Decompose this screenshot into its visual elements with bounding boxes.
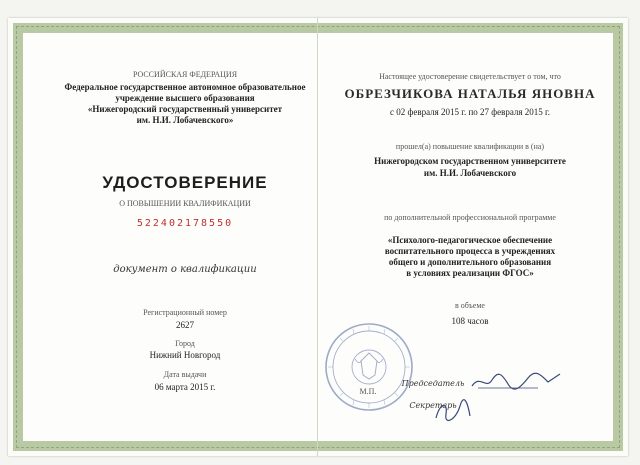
center-fold [317,18,318,456]
reg-number-label: Регистрационный номер [143,308,227,317]
chair-label: Председатель [401,379,465,388]
volume-label: в объеме [455,301,485,310]
passed-text: прошел(а) повышение квалификации в (на) [395,142,545,151]
recipient-name: ОБРЕЗЧИКОВА НАТАЛЬЯ ЯНОВНА [344,86,596,101]
program-line-3: общего и дополнительного образования [388,257,552,267]
program-line-1: «Психолого-педагогическое обеспечение [387,235,553,245]
city: Нижний Новгород [149,350,221,360]
university-line-1: Нижегородском государственном университете [374,156,566,166]
chair-signature-icon [468,370,563,394]
institution-line-4: им. Н.И. Лобачевского» [136,115,234,125]
secretary-signature-icon [430,398,475,424]
country-label: РОССИЙСКАЯ ФЕДЕРАЦИЯ [132,70,238,79]
program-line-2: воспитательного процесса в учреждениях [384,246,556,256]
secretary-label: Секретарь [409,401,457,410]
university-line-2: им. Н.И. Лобачевского [423,168,517,178]
institution-line-1: Федеральное государственное автономное образовательное [64,82,306,92]
document-title: УДОСТОВЕРЕНИЕ [102,173,268,192]
institution-line-2: учреждение высшего образования [115,93,255,103]
institution-line-3: «Нижегородский государственный университет [87,104,283,114]
city-label: Город [175,339,195,348]
study-period: с 02 февраля 2015 г. по 27 февраля 2015 г. [390,107,550,117]
program-line-4: в условиях реализации ФГОС» [406,268,534,278]
serial-number: 522402178550 [136,218,234,229]
intro-text: Настоящее удостоверение свидетельствует о том, что [379,72,561,81]
document-subtitle: О ПОВЫШЕНИИ КВАЛИФИКАЦИИ [119,199,251,208]
handwritten-note: документ о квалификации [113,264,257,275]
hours: 108 часов [451,316,489,326]
official-seal-icon [323,321,415,413]
stamp-place-label: М.П. [359,387,377,396]
issue-date-label: Дата выдачи [163,370,207,379]
reg-number: 2627 [176,320,194,330]
issue-date: 06 марта 2015 г. [154,382,216,392]
program-intro: по дополнительной профессиональной программе [384,213,556,222]
